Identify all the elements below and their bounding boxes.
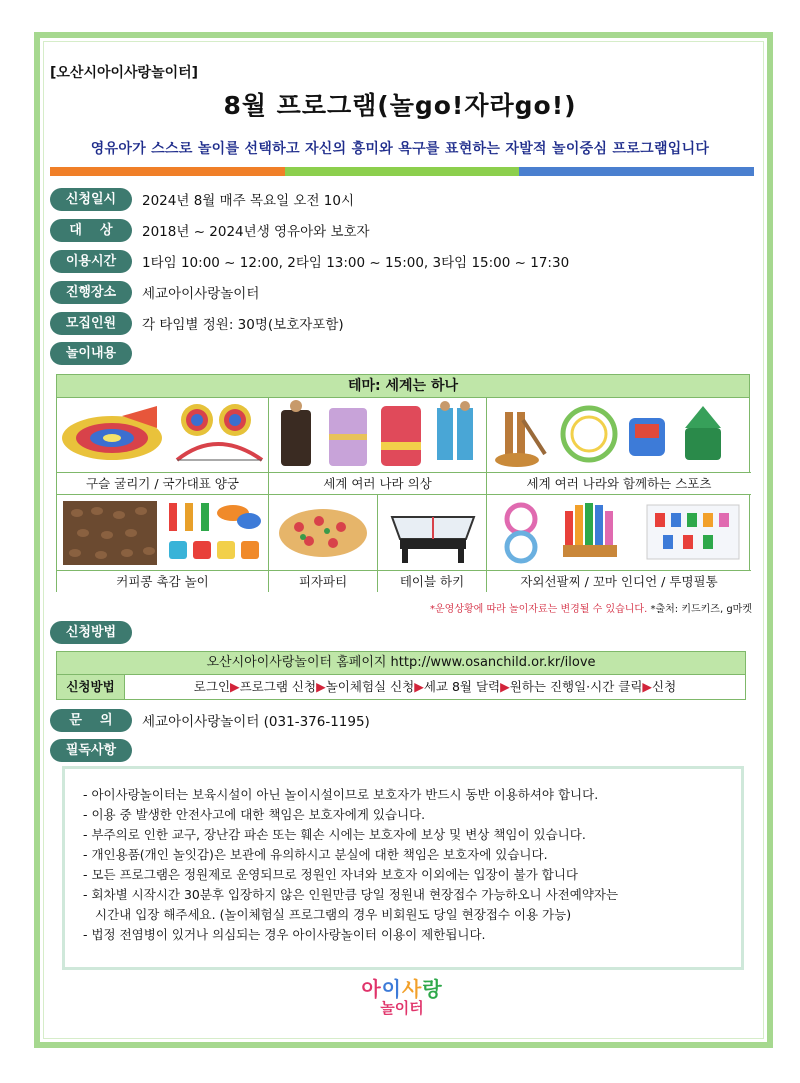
logo-line2: 놀이터 xyxy=(380,999,424,1017)
activity-cell-crafts xyxy=(487,495,751,592)
activity-cell-sports xyxy=(487,398,751,495)
color-divider xyxy=(50,167,754,176)
activity-cell-costumes xyxy=(269,398,487,495)
rule-item: - 모든 프로그램은 정원제로 운영되므로 정원인 자녀와 보호자 이외에는 입장이 불가 합니다 xyxy=(83,867,578,882)
table-hockey-image xyxy=(378,495,487,569)
info-row-time xyxy=(50,249,569,273)
info-label: 신청일시 xyxy=(50,188,132,211)
apply-label: 신청방법 xyxy=(50,621,132,644)
info-value: 2018년 ~ 2024년생 영유아와 보호자 xyxy=(142,224,370,240)
apply-steps xyxy=(125,675,745,699)
activity-caption: 테이블 하키 xyxy=(378,570,486,592)
info-value: 세교아이사랑놀이터 xyxy=(142,286,260,302)
arrow-icon: ▶ xyxy=(230,679,240,694)
apply-step: 로그인 xyxy=(193,679,231,694)
activity-cell-coffee xyxy=(57,495,269,592)
apply-method-label: 신청방법 xyxy=(57,675,125,699)
sports-image xyxy=(487,398,751,472)
rules-label: 필독사항 xyxy=(50,739,132,762)
info-label: 진행장소 xyxy=(50,281,132,304)
pizza-party-image xyxy=(269,495,378,569)
apply-row xyxy=(50,620,132,644)
info-value: 1타임 10:00 ~ 12:00, 2타임 13:00 ~ 15:00, 3타임 15:00 ~ 17:30 xyxy=(142,255,570,271)
activity-cell-marble-archery xyxy=(57,398,269,495)
divider-blue xyxy=(519,167,754,176)
contact-value: 세교아이사랑놀이터 (031-376-1195) xyxy=(142,714,370,730)
apply-step: 원하는 진행일·시간 클릭 xyxy=(509,679,643,694)
notice-text xyxy=(430,600,752,615)
rules-row xyxy=(50,738,132,762)
theme-title: 테마: 세계는 하나 xyxy=(56,374,750,398)
rule-item: - 이용 중 발생한 안전사고에 대한 책임은 보호자에게 있습니다. xyxy=(83,807,426,822)
activity-caption: 커피콩 촉감 놀이 xyxy=(57,570,268,592)
page-title: 8월 프로그램(놀go!자라go!) xyxy=(223,91,577,120)
arrow-icon: ▶ xyxy=(642,679,653,694)
contact-row xyxy=(50,708,370,732)
divider-green xyxy=(285,167,520,176)
activity-caption: 세계 여러 나라와 함께하는 스포츠 xyxy=(487,472,751,494)
info-label: 대 상 xyxy=(50,219,132,242)
crafts-image xyxy=(487,495,751,569)
costumes-image xyxy=(269,398,487,472)
info-value: 2024년 8월 매주 목요일 오전 10시 xyxy=(142,193,354,209)
marble-archery-image xyxy=(57,398,269,472)
homepage-link[interactable]: 오산시아이사랑놀이터 홈페이지 http://www.osanchild.or.kr/ilove xyxy=(56,651,746,675)
arrow-icon: ▶ xyxy=(316,679,326,694)
activity-cell-hockey xyxy=(378,495,487,592)
rule-item: - 개인용품(개인 놀잇감)은 보관에 유의하시고 분실에 대한 책임은 보호자에 있습니다. xyxy=(83,847,548,862)
playground-logo xyxy=(342,978,462,1018)
info-row-place xyxy=(50,280,259,304)
apply-method-row xyxy=(56,675,746,700)
activity-caption: 피자파티 xyxy=(269,570,377,592)
page-subtitle: 영유아가 스스로 놀이를 선택하고 자신의 흥미와 욕구를 표현하는 자발적 놀이중심 프로그램입니다 xyxy=(90,141,710,157)
activity-cell-pizza xyxy=(269,495,378,592)
activity-caption: 자외선팔찌 / 꼬마 인디언 / 투명필통 xyxy=(487,570,751,592)
info-row-target xyxy=(50,218,370,242)
activity-caption: 세계 여러 나라 의상 xyxy=(269,472,486,494)
rule-item: - 부주의로 인한 교구, 장난감 파손 또는 훼손 시에는 보호자에 보상 및 변상 책임이 있습니다. xyxy=(83,827,586,842)
info-label: 모집인원 xyxy=(50,312,132,335)
divider-orange xyxy=(50,167,285,176)
apply-step: 놀이체험실 신청 xyxy=(325,679,415,694)
rule-item: 시간내 입장 해주세요. (놀이체험실 프로그램의 경우 비회원도 당일 현장접수 이용 가능) xyxy=(95,907,572,922)
info-value: 각 타임별 정원: 30명(보호자포함) xyxy=(142,317,344,333)
info-row-date xyxy=(50,187,354,211)
arrow-icon: ▶ xyxy=(500,679,510,694)
arrow-icon: ▶ xyxy=(414,679,424,694)
logo-line1: 아이사랑 xyxy=(361,977,443,1001)
apply-step: 프로그램 신청 xyxy=(239,679,317,694)
coffee-sensory-image xyxy=(57,495,269,569)
org-label: [오산시아이사랑놀이터] xyxy=(50,65,199,81)
activity-grid xyxy=(56,398,750,592)
rule-item: - 아이사랑놀이터는 보육시설이 아닌 놀이시설이므로 보호자가 반드시 동반 이용하셔야 합니다. xyxy=(83,787,599,802)
rules-box xyxy=(62,766,744,970)
activity-caption: 구슬 굴리기 / 국가대표 양궁 xyxy=(57,472,268,494)
apply-step: 세교 8월 달력 xyxy=(423,679,501,694)
rule-item: - 회차별 시작시간 30분후 입장하지 않은 인원만큼 당일 정원내 현장접수 가능하오니 사전예약자는 xyxy=(83,887,619,902)
rule-item: - 법정 전염병이 있거나 의심되는 경우 아이사랑놀이터 이용이 제한됩니다. xyxy=(83,927,486,942)
contact-label: 문 의 xyxy=(50,709,132,732)
notice-source: *출처: 키드키즈, g마켓 xyxy=(647,604,752,615)
notice-red: *운영상황에 따라 놀이자료는 변경될 수 있습니다. xyxy=(430,604,648,615)
info-label: 이용시간 xyxy=(50,250,132,273)
info-row-capacity xyxy=(50,311,344,335)
play-content-label: 놀이내용 xyxy=(50,342,132,365)
play-content-row xyxy=(50,341,132,365)
apply-step: 신청 xyxy=(652,679,677,694)
